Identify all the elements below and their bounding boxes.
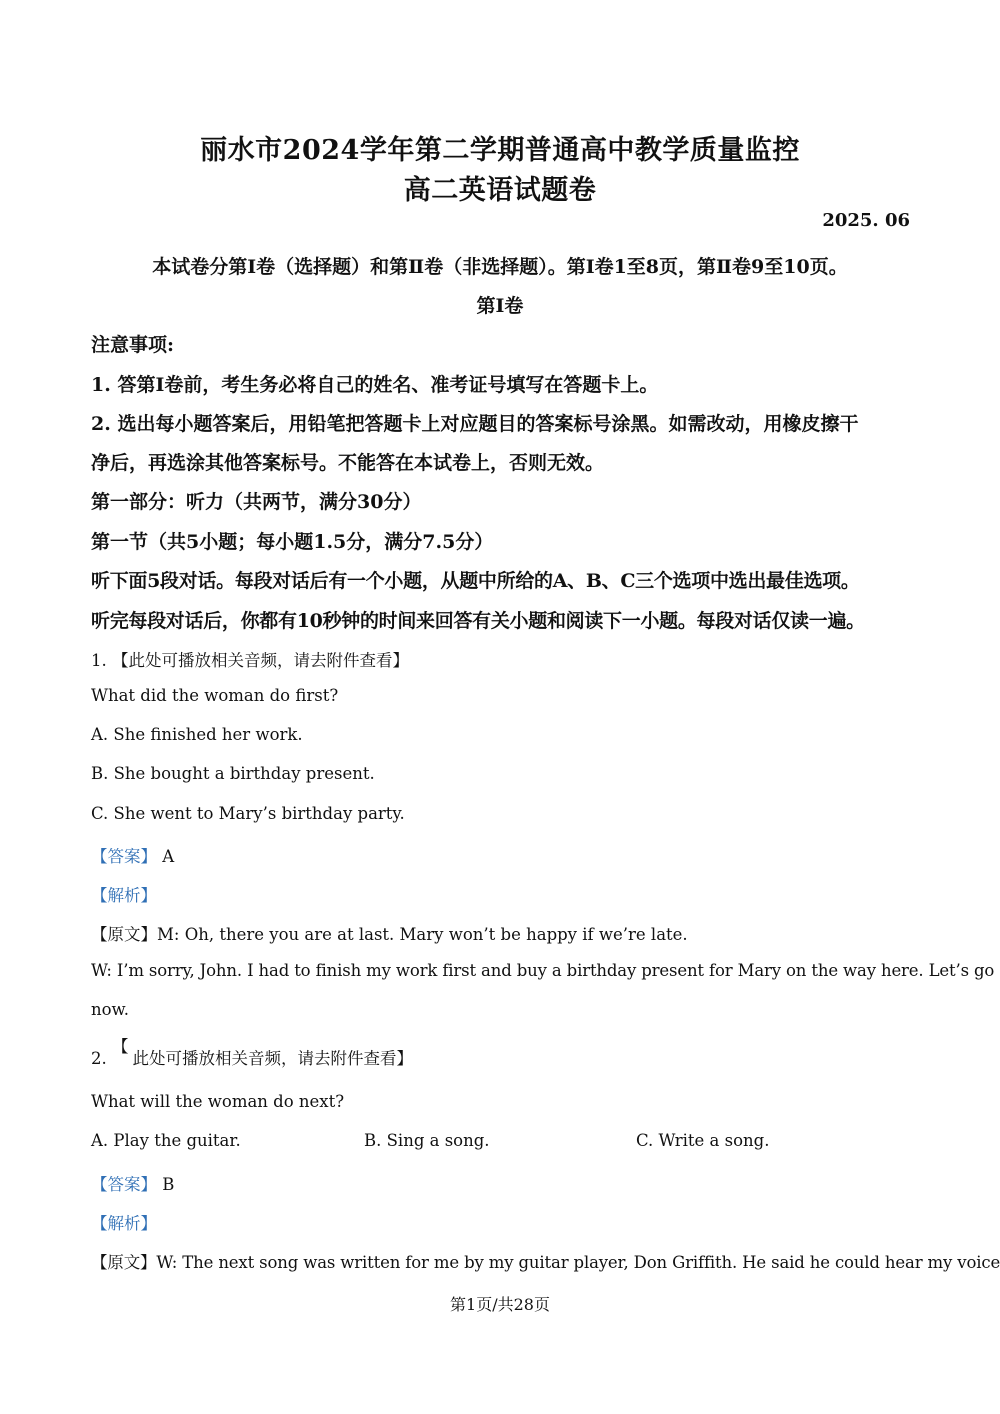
exam-date: 2025. 06 (822, 210, 910, 231)
question-2-text: What will the woman do next? (91, 1092, 345, 1111)
answer-tag: 【答案】 (91, 1175, 157, 1194)
question-2-transcript-w (91, 1249, 1000, 1273)
question-1-text: What did the woman do first? (91, 686, 339, 705)
notice-item-2-line-1: 2. 选出每小题答案后，用铅笔把答题卡上对应题目的答案标号涂黑。如需改动，用橡皮擦干 (91, 413, 859, 435)
notice-item-1: 1. 答第Ⅰ卷前，考生务必将自己的姓名、准考证号填写在答题卡上。 (91, 374, 659, 396)
question-1-answer: A (162, 847, 175, 866)
question-2-answer: B (162, 1175, 175, 1194)
question-1-analysis-tag: 【解析】 (91, 886, 157, 905)
notice-heading: 注意事项: (91, 334, 175, 356)
question-1-answer-line (91, 843, 912, 867)
listening-instructions-line-2: 听完每段对话后，你都有10秒钟的时间来回答有关小题和阅读下一小题。每段对话仅读一遍。 (91, 610, 865, 632)
question-1-transcript-m (91, 921, 912, 945)
question-1-transcript-w-line-1: W: I’m sorry, John. I had to finish my work first and buy a birthday present for Mary on the way here. Let’s go (91, 961, 995, 980)
question-2-answer-line (91, 1171, 912, 1195)
question-2-option-a: A. Play the guitar. (91, 1131, 241, 1150)
question-1-audio-line (91, 647, 912, 671)
question-1-audio-note[interactable]: 【此处可播放相关音频，请去附件查看】 (112, 651, 409, 670)
question-1-transcript-w-line-2: now. (91, 1000, 129, 1019)
answer-tag: 【答案】 (91, 847, 157, 866)
question-1-number: 1. (91, 651, 107, 670)
volume-label: 第Ⅰ卷 (476, 295, 524, 317)
page-number-footer: 第1页/共28页 (450, 1295, 550, 1314)
original-tag: 【原文】 (91, 925, 157, 944)
transcript-w-text: W: The next song was written for me by my guitar player, Don Griffith. He said he could hear my voice (156, 1253, 1000, 1272)
listening-instructions-line-1: 听下面5段对话。每段对话后有一个小题，从题中所给的A、B、C三个选项中选出最佳选项。 (91, 570, 860, 592)
audio-bracket: 【 (112, 1037, 129, 1056)
question-2-option-b: B. Sing a song. (364, 1131, 490, 1150)
notice-item-2-line-2: 净后，再选涂其他答案标号。不能答在本试卷上，否则无效。 (91, 452, 605, 474)
question-1-option-b: B. She bought a birthday present. (91, 764, 375, 783)
exam-title: 丽水市2024学年第二学期普通高中教学质量监控 (200, 135, 800, 166)
part1-heading: 第一部分：听力（共两节，满分30分） (91, 491, 422, 513)
exam-subtitle: 高二英语试题卷 (403, 175, 597, 206)
original-tag: 【原文】 (91, 1253, 157, 1272)
section1-heading: 第一节（共5小题；每小题1.5分，满分7.5分） (91, 531, 494, 553)
question-1-option-c: C. She went to Mary’s birthday party. (91, 804, 405, 823)
question-2-audio-note[interactable]: 此处可播放相关音频，请去附件查看】 (132, 1049, 413, 1068)
question-1-option-a: A. She finished her work. (91, 725, 303, 744)
paper-structure-intro: 本试卷分第Ⅰ卷（选择题）和第Ⅱ卷（非选择题）。第Ⅰ卷1至8页，第Ⅱ卷9至10页。 (152, 256, 848, 278)
question-2-audio-line (91, 1037, 912, 1069)
question-2-analysis-tag: 【解析】 (91, 1214, 157, 1233)
question-2-option-c: C. Write a song. (636, 1131, 770, 1150)
question-2-number: 2. (91, 1049, 107, 1068)
transcript-m-text: M: Oh, there you are at last. Mary won’t be happy if we’re late. (157, 925, 688, 944)
